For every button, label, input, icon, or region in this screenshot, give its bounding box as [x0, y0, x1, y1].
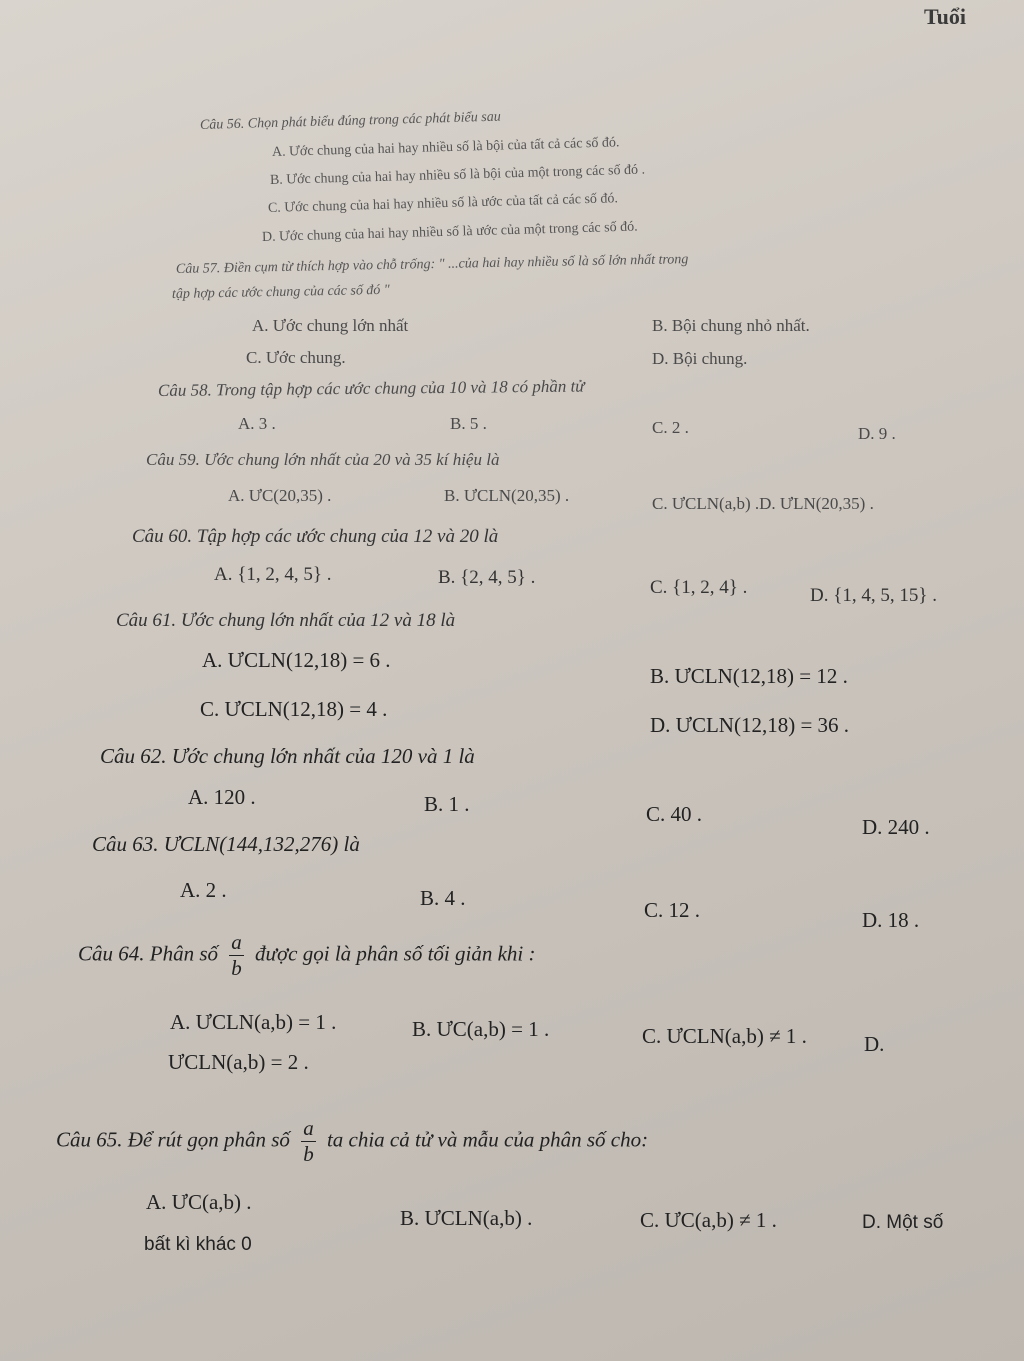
q56-option-a: A. Ước chung của hai hay nhiều số là bội của tất cả các số đó.: [271, 135, 620, 160]
q60-option-a: A. {1, 2, 4, 5} .: [214, 564, 332, 585]
q65-fraction-numerator: a: [303, 1116, 314, 1140]
q56-option-d: D. Ước chung của hai hay nhiều số là ước của một trong các số đó.: [261, 219, 638, 245]
question-61: Câu 61. Ước chung lớn nhất của 12 và 18 là: [116, 610, 456, 631]
q61-option-d: D. ƯCLN(12,18) = 36 .: [650, 713, 850, 737]
question-65: [56, 1118, 648, 1165]
q63-option-b: B. 4 .: [420, 886, 466, 910]
q59-option-c: C. ƯCLN(a,b) .D. ƯLN(20,35) .: [652, 494, 874, 513]
question-57-line1: Câu 57. Điền cụm từ thích hợp vào chỗ trống: " ...của hai hay nhiều số là số lớn nhất trong: [175, 252, 689, 277]
q56-option-c: C. Ước chung của hai hay nhiều số là ước của tất cả các số đó.: [267, 191, 619, 216]
question-60: Câu 60. Tập hợp các ước chung của 12 và 20 là: [132, 526, 499, 547]
q65-fraction-denominator: b: [303, 1142, 314, 1166]
q60-option-b: B. {2, 4, 5} .: [438, 567, 536, 588]
q58-option-d: D. 9 .: [858, 424, 896, 443]
question-57-line2: tập hợp các ước chung của các số đó ": [171, 282, 390, 302]
q64-fraction-numerator: a: [231, 930, 242, 954]
q61-option-a: A. ƯCLN(12,18) = 6 .: [202, 648, 391, 672]
q57-option-c: C. Ước chung.: [246, 348, 346, 367]
q56-option-b: B. Ước chung của hai hay nhiều số là bội của một trong các số đó .: [269, 162, 646, 188]
question-59: Câu 59. Ước chung lớn nhất của 20 và 35 kí hiệu là: [146, 450, 500, 469]
q64-option-d: D.: [864, 1032, 885, 1056]
q57-option-d: D. Bội chung.: [652, 349, 748, 368]
q63-option-a: A. 2 .: [180, 878, 227, 902]
q57-option-b: B. Bội chung nhỏ nhất.: [652, 316, 810, 335]
question-63: Câu 63. ƯCLN(144,132,276) là: [92, 832, 360, 856]
q60-option-d: D. {1, 4, 5, 15} .: [810, 585, 937, 606]
q58-option-b: B. 5 .: [450, 414, 487, 433]
q65-suffix: ta chia cả tử và mẫu của phân số cho:: [326, 1127, 649, 1152]
q60-option-c: C. {1, 2, 4} .: [650, 577, 748, 598]
q62-option-d: D. 240 .: [862, 815, 930, 839]
q62-option-c: C. 40 .: [646, 802, 703, 826]
q65-option-a: A. ƯC(a,b) .: [146, 1190, 252, 1214]
q64-fraction: [229, 932, 244, 979]
q62-option-a: A. 120 .: [188, 785, 256, 809]
q64-suffix: được gọi là phân số tối giản khi :: [255, 941, 536, 966]
q61-option-b: B. ƯCLN(12,18) = 12 .: [650, 664, 848, 688]
header-corner-text: Tuổi: [924, 4, 967, 29]
q63-option-d: D. 18 .: [862, 908, 920, 932]
q62-option-b: B. 1 .: [424, 792, 470, 816]
question-62: Câu 62. Ước chung lớn nhất của 120 và 1 là: [100, 744, 475, 768]
q58-option-c: C. 2 .: [652, 418, 689, 437]
q64-option-d-continued: ƯCLN(a,b) = 2 .: [168, 1050, 309, 1074]
q64-option-a: A. ƯCLN(a,b) = 1 .: [170, 1010, 337, 1034]
q65-fraction: [301, 1118, 316, 1165]
q64-option-b: B. ƯC(a,b) = 1 .: [412, 1017, 550, 1041]
question-64: [78, 932, 536, 979]
q64-prefix: Câu 64. Phân số: [78, 941, 219, 966]
q57-option-a: A. Ước chung lớn nhất: [252, 316, 409, 335]
question-58: Câu 58. Trong tập hợp các ước chung của 10 và 18 có phần tử: [157, 376, 585, 400]
q58-option-a: A. 3 .: [238, 414, 276, 433]
question-56: Câu 56. Chọn phát biểu đúng trong các phát biểu sau: [199, 109, 501, 133]
q59-option-b: B. ƯCLN(20,35) .: [444, 486, 570, 505]
q65-option-c: C. ƯC(a,b) ≠ 1 .: [640, 1208, 777, 1232]
q64-fraction-denominator: b: [231, 956, 242, 980]
q65-option-d-continued: bất kì khác 0: [144, 1234, 252, 1255]
q65-prefix: Câu 65. Để rút gọn phân số: [56, 1127, 290, 1152]
q59-option-a: A. ƯC(20,35) .: [228, 486, 332, 505]
q64-option-c: C. ƯCLN(a,b) ≠ 1 .: [642, 1024, 807, 1048]
q63-option-c: C. 12 .: [644, 898, 701, 922]
q65-option-b: B. ƯCLN(a,b) .: [400, 1206, 533, 1230]
q65-option-d: D. Một số: [862, 1212, 944, 1233]
q61-option-c: C. ƯCLN(12,18) = 4 .: [200, 697, 388, 721]
